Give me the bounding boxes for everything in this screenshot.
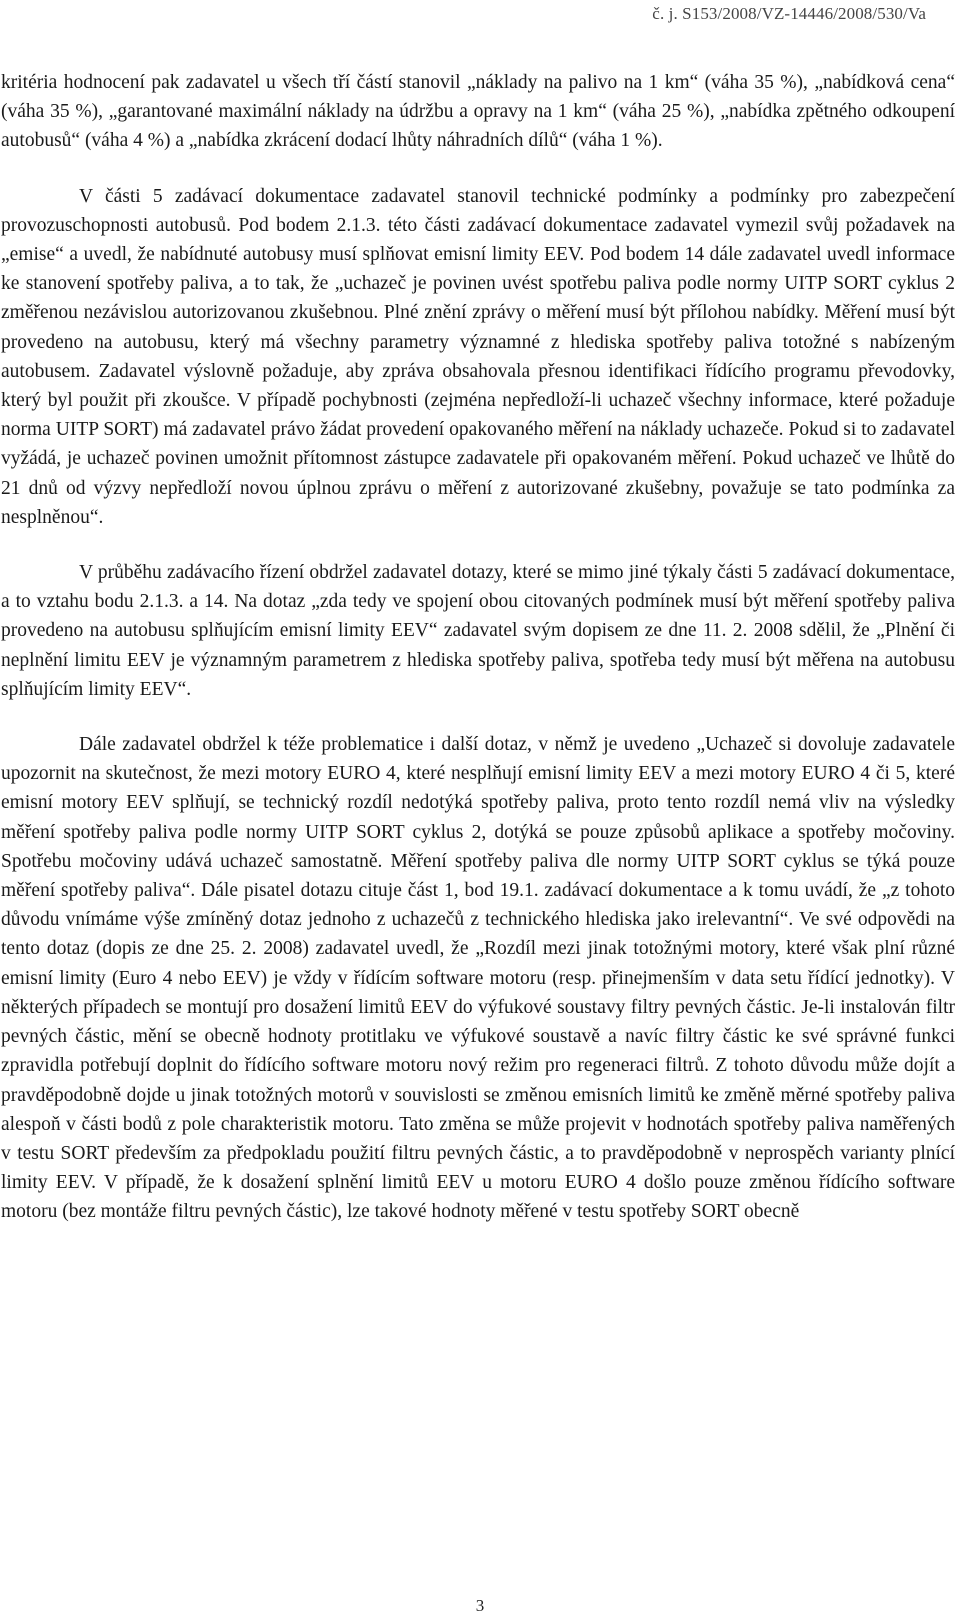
paragraph-2: V části 5 zadávací dokumentace zadavatel stanovil technické podmínky a podmínky pro zabezpečení provozuschopnosti autobusů. Pod bodem 2.1.3. této části zadávací dokumentace zadavatel vymezil svůj požadavek na „emise“ a uvedl, že nabídnuté autobusy musí splňovat emisní limity EEV. Pod bodem 14 dále zadavatel uvedl informace ke stanovení spotřeby paliva, a to tak, že „uchazeč je povinen uvést spotřebu paliva podle normy UITP SORT cyklus 2 změřenou nezávislou autorizovanou zkušebnou. Plné znění zprávy o měření musí být přílohou nabídky. Měření musí být provedeno na autobusu, který má všechny parametry významné z hlediska spotřeby paliva totožné s nabízeným autobusem. Zadavatel výslovně požaduje, aby zpráva obsahovala přesnou identifikaci řídícího programu převodovky, který byl použit při zkoušce. V případě pochybnosti (zejména nepředloží-li uchazeč všechny informace, které požaduje norma UITP SORT) má zadavatel právo žádat provedení opakovaného měření na náklady uchazeče. Pokud si to zadavatel vyžádá, je uchazeč povinen umožnit přítomnost zástupce zadavatele při opakovaném měření. Pokud uchazeč ve lhůtě do 21 dnů od výzvy nepředloží novou úplnou zprávu o měření z autorizované zkušebny, považuje se tato podmínka za nesplněnou“.	[1, 185, 955, 528]
paragraph-4: Dále zadavatel obdržel k téže problematice i další dotaz, v němž je uvedeno „Uchazeč si dovoluje zadavatele upozornit na skutečnost, že mezi motory EURO 4, které nesplňují emisní limity EEV a mezi motory EURO 4 či 5, které emisní motory EEV splňují, se technický rozdíl nedotýká spotřeby paliva, proto tento rozdíl nemá vliv na výsledky měření spotřeby paliva podle normy UITP SORT cyklus 2, dotýká se pouze způsobů aplikace a spotřeby močoviny. Spotřebu močoviny udává uchazeč samostatně. Měření spotřeby paliva dle normy UITP SORT cyklus se týká pouze měření spotřeby paliva“. Dále pisatel dotazu cituje část 1, bod 19.1. zadávací dokumentace a k tomu uvádí, že „z tohoto důvodu vnímáme výše zmíněný dotaz jednoho z uchazečů z technického hlediska jako irelevantní“. Ve své odpovědi na tento dotaz (dopis ze dne 25. 2. 2008) zadavatel uvedl, že „Rozdíl mezi jinak totožnými motory, které však plní různé emisní limity (Euro 4 nebo EEV) je vždy v řídícím software motoru (resp. přinejmenším v data setu řídící jednotky). V některých případech se montují pro dosažení limitů EEV do výfukové soustavy filtry pevných částic. Je-li instalován filtr pevných částic, mění se obecně hodnoty protitlaku ve výfukové soustavě a navíc filtry částic ke své správné funkci zpravidla potřebují doplnit do řídícího software motoru nový režim pro regeneraci filtrů. Z tohoto důvodu může dojít a pravděpodobně dojde u jinak totožných motorů v souvislosti se změnou emisních limitů ke změně měrné spotřeby paliva alespoň v části bodů z pole charakteristik motoru. Tato změna se může projevit v hodnotách spotřeby paliva naměřených v testu SORT především za předpokladu použití filtru pevných částic, a to pravděpodobně v neprospěch varianty plnící limity EEV. V případě, že k dosažení splnění limitů EEV u motoru EURO 4 došlo pouze změnou řídícího software motoru (bez montáže filtru pevných částic), lze takové hodnoty měřené v testu spotřeby SORT obecně	[1, 734, 955, 1223]
page-number: 3	[475, 1596, 485, 1615]
paragraph-1: kritéria hodnocení pak zadavatel u všech tří částí stanovil „náklady na palivo na 1 km“ (váha 35 %), „nabídková cena“ (váha 35 %), „garantované maximální náklady na údržbu a opravy na 1 km“ (váha 25 %), „nabídka zpětného odkoupení autobusů“ (váha 4 %) a „nabídka zkrácení dodací lhůty náhradních dílů“ (váha 1 %).	[1, 72, 955, 152]
document-body	[1, 68, 955, 1227]
paragraph-3: V průběhu zadávacího řízení obdržel zadavatel dotazy, které se mimo jiné týkaly části 5 zadávací dokumentace, a to vztahu bodu 2.1.3. a 14. Na dotaz „zda tedy ve spojení obou citovaných podmínek musí být měření spotřeby paliva provedeno na autobusu splňujícím emisní limity EEV“ zadavatel svým dopisem ze dne 11. 2. 2008 sdělil, že „Plnění či neplnění limitu EEV je významným parametrem z hlediska spotřeby paliva, spotřeba tedy musí být měřena na autobusu splňujícím limity EEV“.	[1, 562, 955, 700]
case-reference-header: č. j. S153/2008/VZ-14446/2008/530/Va	[652, 4, 926, 23]
